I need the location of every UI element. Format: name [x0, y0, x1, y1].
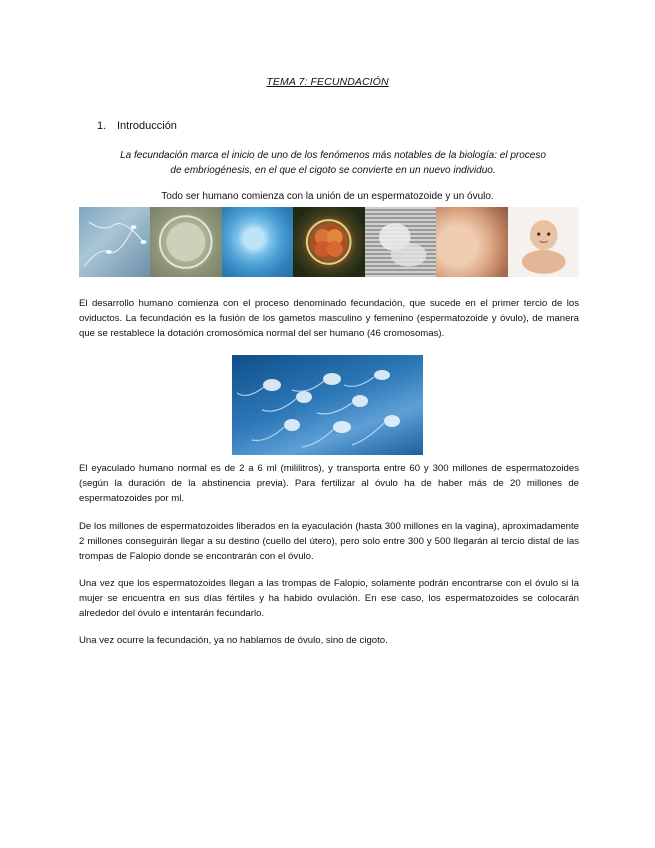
page-title: TEMA 7: FECUNDACIÓN	[266, 76, 389, 88]
paragraph-5: Una vez ocurre la fecundación, ya no hablamos de óvulo, sino de cigoto.	[79, 635, 388, 646]
section-label: Introducción	[117, 120, 177, 132]
strip-caption: Todo ser humano comienza con la unión de un espermatozoide y un óvulo.	[161, 191, 494, 202]
paragraph-3: De los millones de espermatozoides liberados en la eyaculación (hasta 300 millones en la vagina), aproximadamente 2 millones conseguirán llegar a su destino (cuello del útero), pero solo entre 300 y 500 llegarán al tercio distal de las trompas de Falopio donde se encontrarán con el óvulo.	[79, 521, 579, 562]
section-number: 1.	[97, 120, 107, 132]
early-embryo-image	[293, 207, 364, 277]
sperm-micrograph-image	[79, 207, 150, 277]
pregnant-belly-image	[436, 207, 507, 277]
sperm-swarm-image	[232, 355, 423, 455]
baby-image	[508, 207, 579, 277]
paragraph-2: El eyaculado humano normal es de 2 a 6 ml (mililitros), y transporta entre 60 y 300 millones de espermatozoides (según la duración de la abstinencia previa). Para fertilizar al óvulo ha de haber más de 20 millones de espermatozoides por ml.	[79, 463, 579, 504]
development-image-strip	[79, 207, 579, 277]
fetus-ultrasound-image	[365, 207, 436, 277]
lead-paragraph: La fecundación marca el inicio de uno de los fenómenos más notables de la biología: el proceso de embriogénesis, en el que el cigoto se convierte en un nuevo individuo.	[120, 150, 546, 176]
paragraph-4: Una vez que los espermatozoides llegan a las trompas de Falopio, solamente podrán encontrarse con el óvulo si la mujer se encuentra en sus días fértiles y ha habido ovulación. En ese caso, los espermatozoides se colocarán alrededor del óvulo e intentarán fecundarlo.	[79, 578, 579, 619]
blue-ovum-image	[222, 207, 293, 277]
paragraph-1: El desarrollo humano comienza con el proceso denominado fecundación, que sucede en el primer tercio de los oviductos. La fecundación es la fusión de los gametos masculino y femenino (espermatozoide y óvulo), de manera que se restablece la dotación cromosómica normal del ser humano (46 cromosomas).	[79, 298, 579, 339]
egg-cell-image	[150, 207, 221, 277]
section-heading	[97, 120, 177, 132]
